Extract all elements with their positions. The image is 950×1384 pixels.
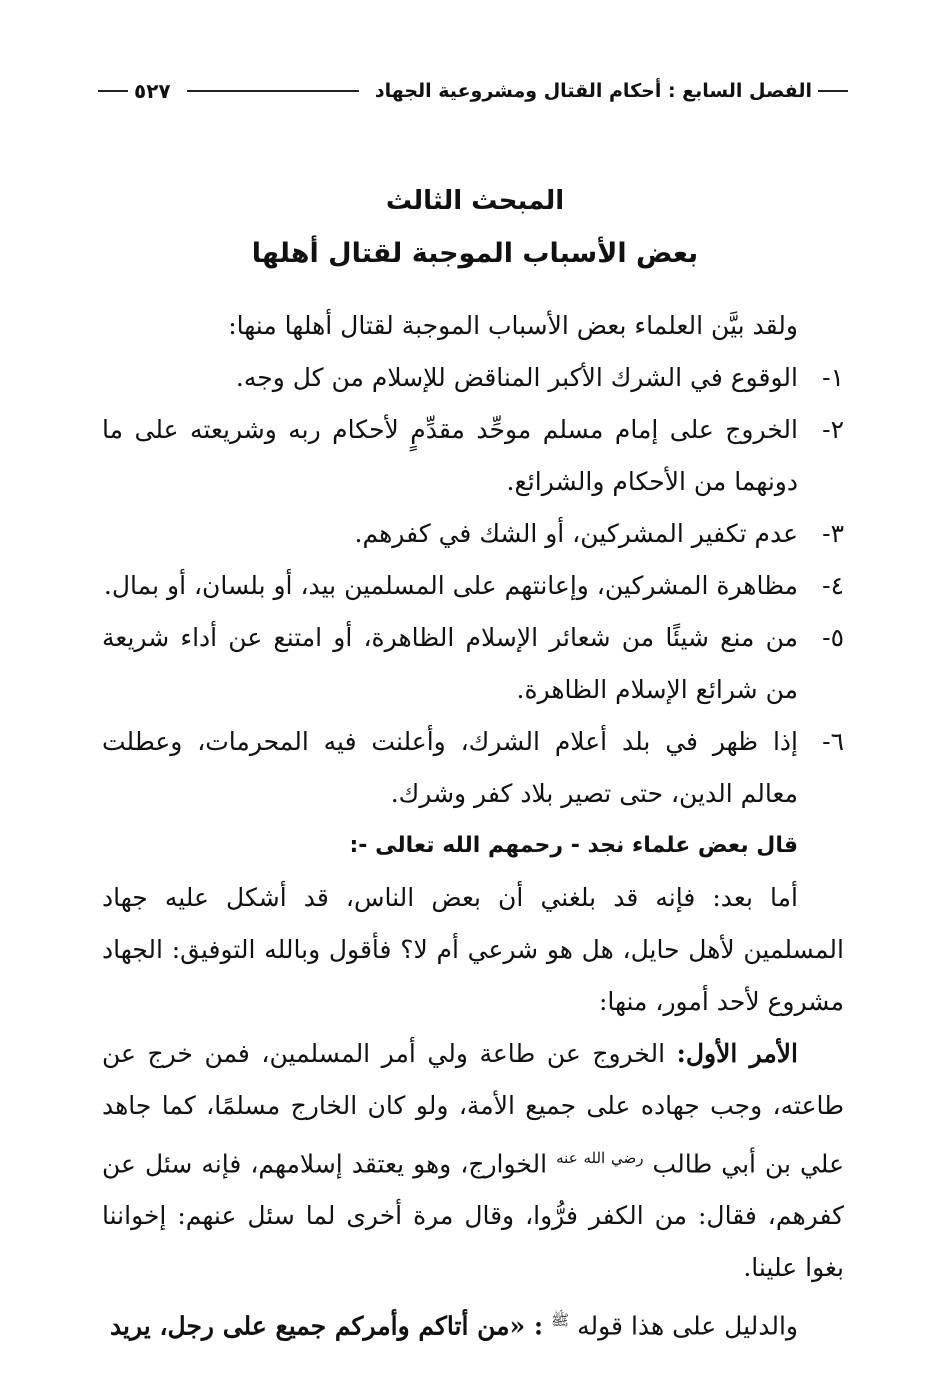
paragraph-2-text-a: الخروج عن طاعة ولي أمر المسلمين، فمن خرج عن طاعته، وجب جهاده على جميع الأمة، ولو كان الخارج مسلمًا، كما جاهد علي بن أبي طالب [102,1039,845,1179]
header-dash-left [98,90,128,92]
quote-heading: قال بعض علماء نجد - رحمهم الله تعالى -: [349,833,798,858]
paragraph-1: أما بعد: فإنه قد بلغني أن بعض الناس، قد أشكل عليه جهاد المسلمين لأهل حايل، هل هو شرعي أم لا؟ فأقول وبالله التوفيق: الجهاد مشروع لأحد أمور، منها: [102,883,844,1016]
chapter-title: الفصل السابع : أحكام القتال ومشروعية الجهاد [374,80,812,102]
paragraph-2-text-b: الخوارج، وهو يعتقد إسلامهم، فإنه سئل عن كفرهم، فقال: من الكفر فرُّوا، وقال مرة أخرى لما سئل عنهم: إخواننا بغوا علينا. [102,1149,844,1283]
page-number: ٥٢٧ [134,79,171,103]
item-number: ٤- [822,571,844,600]
honorific-glyph: رضي الله عنه [556,1149,644,1167]
honorific-glyph: ﷺ [551,1311,570,1330]
header-dash-right [818,90,848,92]
item-number: ١- [822,363,844,392]
section-subtitle: بعض الأسباب الموجبة لقتال أهلها [251,238,699,269]
paragraph-3-text-b: : «من أتاكم وأمركم جميع على رجل، يريد [109,1311,544,1341]
list-item [102,352,844,404]
body-text [102,300,844,1353]
item-text: الخروج على إمام مسلم موحِّد مقدِّمٍ لأحكام ربه وشريعته على ما دونهما من الأحكام والشرائع. [102,415,798,496]
item-text: الوقوع في الشرك الأكبر المناقض للإسلام من كل وجه. [235,363,798,392]
paragraph-2-lead: الأمر الأول: [676,1039,798,1068]
list-item [102,612,844,716]
list-item [102,716,844,820]
item-text: من منع شيئًا من شعائر الإسلام الظاهرة، أو امتنع عن أداء شريعة من شرائع الإسلام الظاهرة. [102,623,799,704]
item-number: ٣- [822,519,844,548]
paragraph-3-text-a: والدليل على هذا قوله [577,1311,798,1341]
header-rule [187,90,359,92]
section-title: المبحث الثالث [385,186,565,216]
item-number: ٥- [822,623,844,652]
item-number: ٦- [822,727,844,756]
paragraph-2 [102,1028,844,1294]
item-text: مظاهرة المشركين، وإعانتهم على المسلمين بيد، أو بلسان، أو بمال. [103,571,798,600]
item-text: إذا ظهر في بلد أعلام الشرك، وأعلنت فيه المحرمات، وعطلت معالم الدين، حتى تصير بلاد كفر وشرك. [102,727,798,808]
running-header [98,78,848,104]
list-item [102,508,844,560]
intro-paragraph: ولقد بيَّن العلماء بعض الأسباب الموجبة لقتال أهلها منها: [228,311,798,340]
item-number: ٢- [822,415,844,444]
list-item [102,560,844,612]
list-item [102,404,844,508]
item-text: عدم تكفير المشركين، أو الشك في كفرهم. [354,519,798,548]
paragraph-3 [102,1294,844,1352]
